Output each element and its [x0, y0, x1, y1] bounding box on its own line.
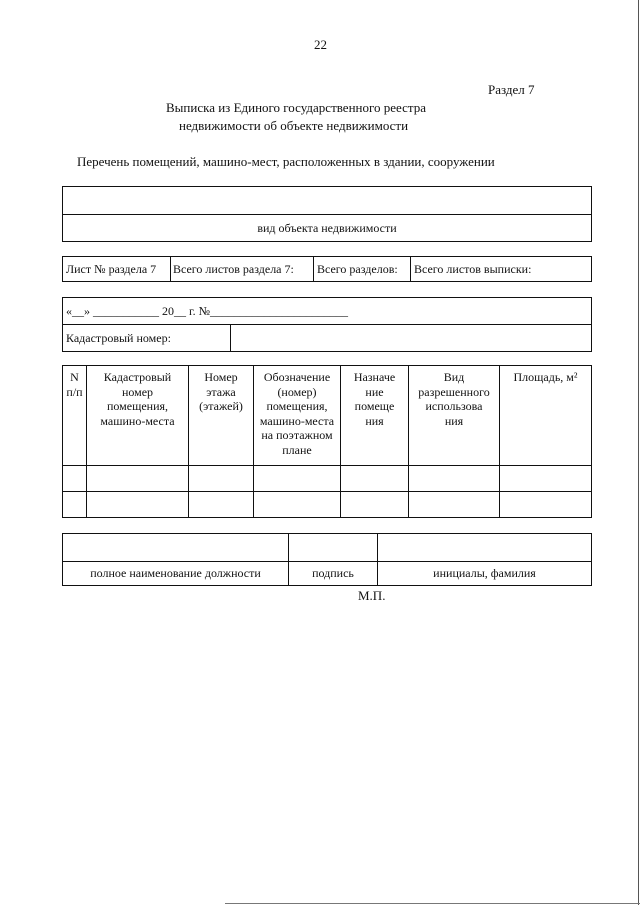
- table-cell: [409, 492, 500, 518]
- object-type-caption: вид объекта недвижимости: [257, 221, 397, 235]
- cadastral-number-value: [231, 325, 592, 352]
- table-cell: [87, 492, 189, 518]
- header-designation: Обозначение (номер) помещения, машино-места на поэтажном плане: [254, 366, 341, 466]
- premises-table: [62, 365, 592, 518]
- signature-table: [62, 533, 592, 586]
- table-cell: [87, 466, 189, 492]
- initials-cell: [378, 534, 592, 562]
- table-cell: [254, 492, 341, 518]
- total-sections-cell: Всего разделов:: [314, 257, 411, 282]
- header-permitted-use: Вид разрешенного использова ния: [409, 366, 500, 466]
- date-cadastral-table: [62, 297, 592, 352]
- signature-cell: [289, 534, 378, 562]
- table-cell: [63, 492, 87, 518]
- initials-caption: инициалы, фамилия: [378, 562, 592, 586]
- cadastral-number-label: Кадастровый номер:: [63, 325, 231, 352]
- position-cell: [63, 534, 289, 562]
- header-area: Площадь, м²: [500, 366, 592, 466]
- sheet-info-table: [62, 256, 592, 282]
- section-label: Раздел 7: [488, 82, 535, 97]
- header-cadastral-number: Кадастровый номер помещения, машино-места: [87, 366, 189, 466]
- table-cell: [500, 466, 592, 492]
- document-title-line2: недвижимости об объекте недвижимости: [179, 118, 409, 133]
- date-number-line: «__» ___________ 20__ г. №_______________________: [63, 298, 592, 325]
- position-caption: полное наименование должности: [63, 562, 289, 586]
- stamp-placeholder: М.П.: [358, 588, 386, 603]
- table-cell: [341, 466, 409, 492]
- total-sheets-section-cell: Всего листов раздела 7:: [171, 257, 314, 282]
- page-edge-bottom: [225, 903, 640, 904]
- object-type-box: [62, 186, 592, 242]
- table-cell: [189, 492, 254, 518]
- document-subtitle: Перечень помещений, машино-мест, расположенных в здании, сооружении: [77, 154, 495, 169]
- table-cell: [189, 466, 254, 492]
- header-number: N п/п: [63, 366, 87, 466]
- table-cell: [500, 492, 592, 518]
- table-cell: [409, 466, 500, 492]
- table-cell: [341, 492, 409, 518]
- table-row: [63, 492, 592, 518]
- page-edge-right: [638, 0, 639, 905]
- sheet-number-cell: Лист № раздела 7: [63, 257, 171, 282]
- table-header-row: [63, 366, 592, 466]
- table-cell: [63, 466, 87, 492]
- header-purpose: Назначе ние помеще ния: [341, 366, 409, 466]
- document-title-line1: Выписка из Единого государственного реестра: [166, 100, 426, 115]
- table-row: [63, 466, 592, 492]
- page-number: 22: [314, 37, 327, 52]
- signature-caption: подпись: [289, 562, 378, 586]
- total-sheets-extract-cell: Всего листов выписки:: [411, 257, 592, 282]
- header-floor-number: Номер этажа (этажей): [189, 366, 254, 466]
- table-cell: [254, 466, 341, 492]
